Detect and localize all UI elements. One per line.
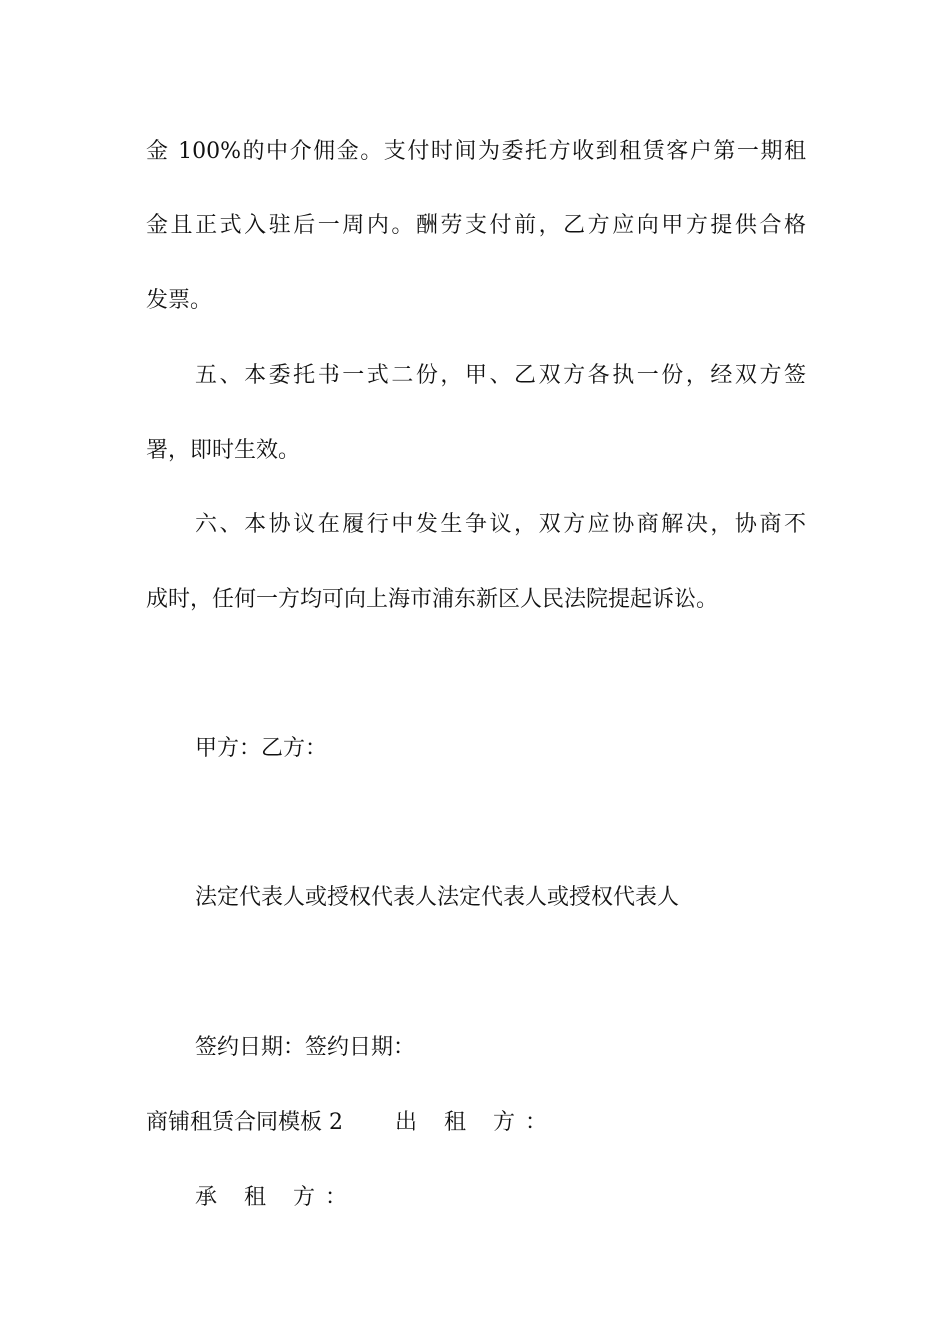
lessor-label: 出 租 方： — [395, 1110, 557, 1135]
lessee-label: 承 租 方： — [195, 1185, 357, 1210]
template-title: 商铺租赁合同模板 2 — [146, 1110, 343, 1135]
paragraph-line-2: 金且正式入驻后一周内。酬劳支付前，乙方应向甲方提供合格 — [146, 213, 806, 238]
clause-six-line-2: 成时，任何一方均可向上海市浦东新区人民法院提起诉讼。 — [146, 587, 719, 612]
paragraph-line-3: 发票。 — [146, 288, 213, 313]
clause-six-line-1: 六、本协议在履行中发生争议，双方应协商解决，协商不 — [195, 512, 806, 537]
clause-five-line-2: 署，即时生效。 — [146, 438, 301, 463]
paragraph-line-1: 金 100%的中介佣金。支付时间为委托方收到租赁客户第一期租 — [146, 139, 806, 164]
party-label-line: 甲方：乙方： — [195, 736, 328, 761]
clause-five-line-1: 五、本委托书一式二份，甲、乙双方各执一份，经双方签 — [195, 363, 806, 388]
representative-line: 法定代表人或授权代表人法定代表人或授权代表人 — [195, 885, 680, 910]
signing-date-line: 签约日期：签约日期： — [195, 1035, 416, 1060]
template-title-line — [146, 1108, 557, 1138]
